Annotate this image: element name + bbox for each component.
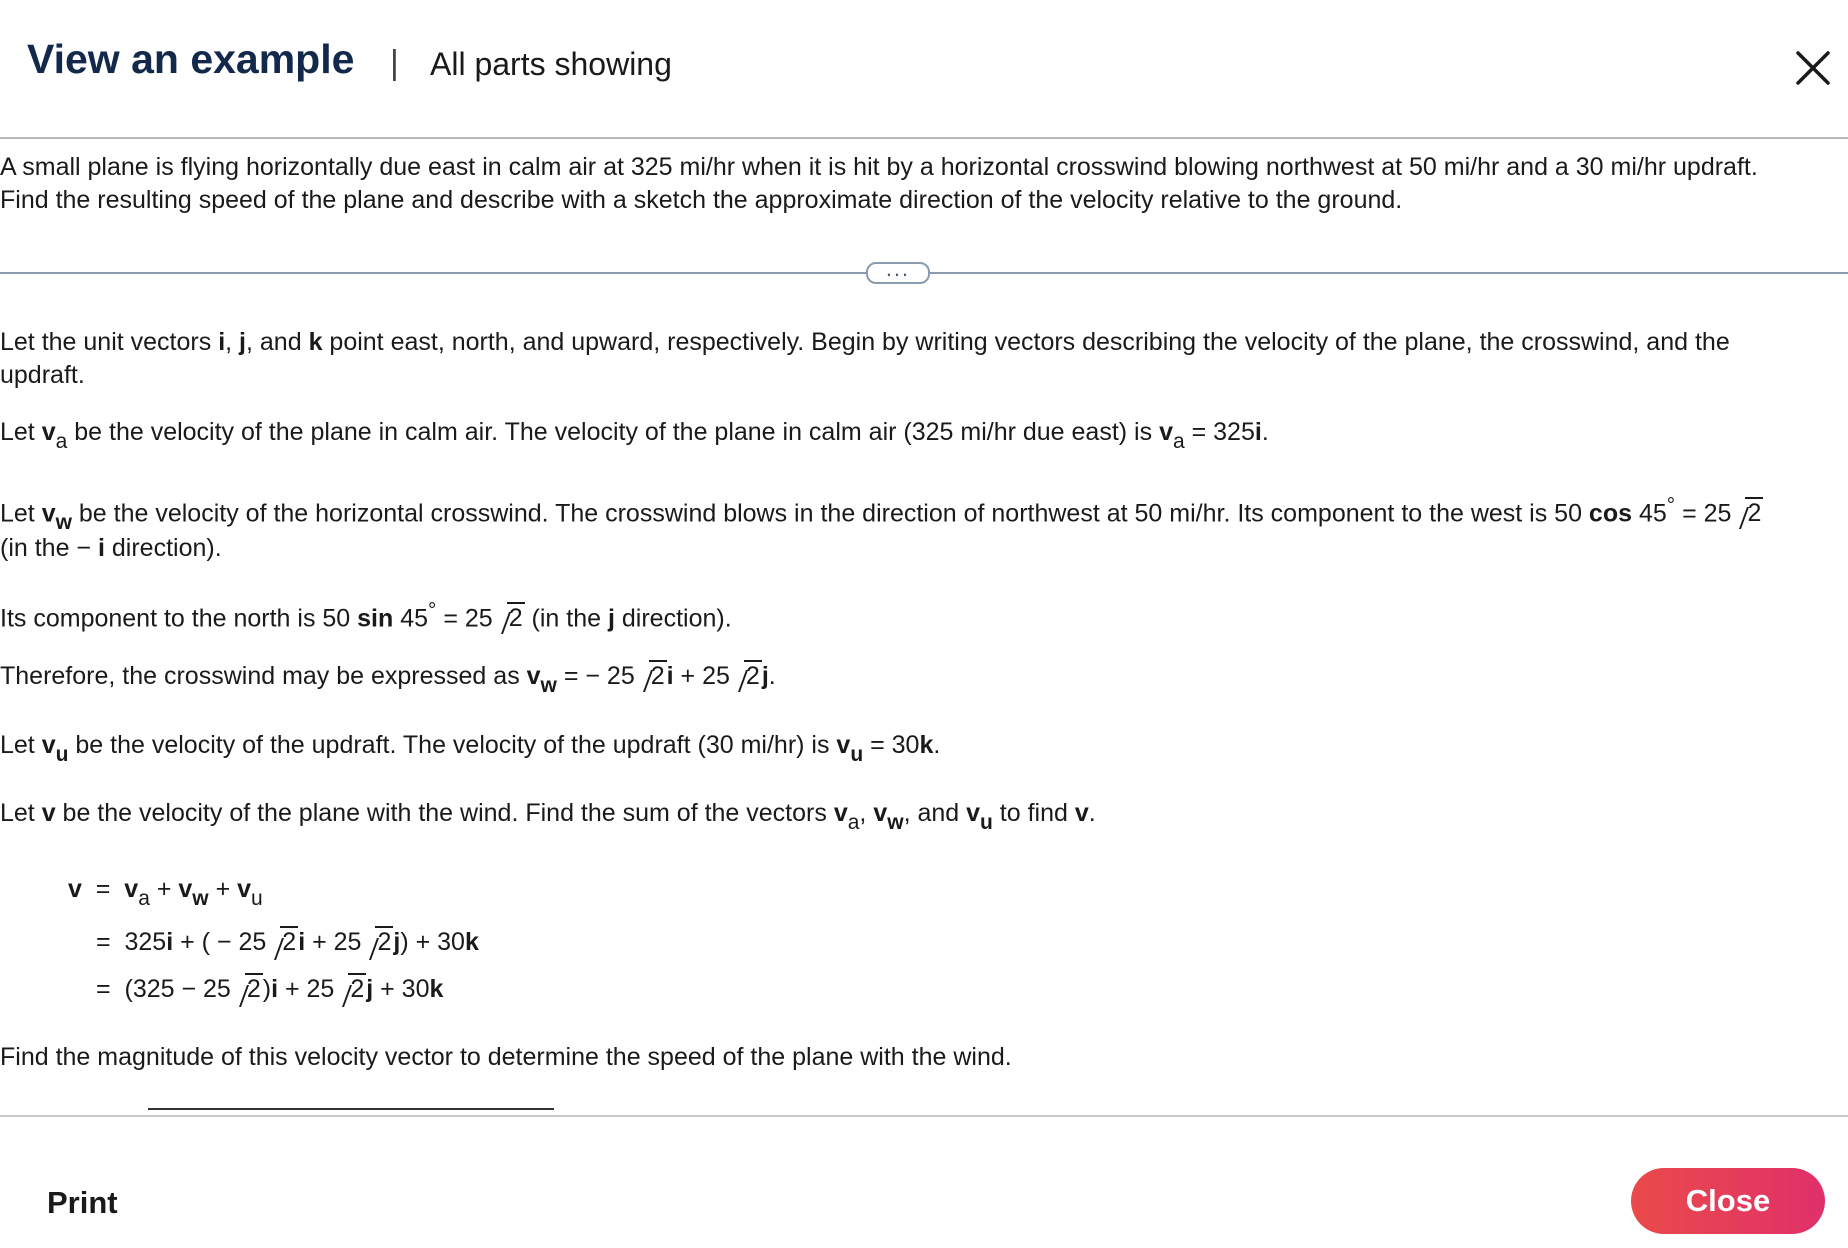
print-button[interactable]: Print (47, 1185, 118, 1220)
solution-paragraph-4: Its component to the north is 50 sin 45° = 25 2 (in the j direction). (0, 594, 732, 635)
problem-line-2: Find the resulting speed of the plane and describe with a sketch the approximate direction of the velocity relative to the ground. (0, 186, 1403, 214)
problem-line-1: A small plane is flying horizontally due east in calm air at 325 mi/hr when it is hit by a horizontal crosswind blowing northwest at 50 mi/hr and a 30 mi/hr updraft. (0, 153, 1758, 181)
equation-line-3: = (325 − 25 2)i + 25 2j + 30k (96, 975, 444, 1003)
solution-paragraph-2: Let $v_a$ be the velocity of the plane in calm air. The velocity of the plane in calm air (325 mi/hr due east) is $v_a = 325i$. (0, 418, 1269, 453)
expand-ellipsis-button[interactable]: ... (866, 262, 930, 284)
truncated-content-line (148, 1108, 554, 1110)
solution-paragraph-1-cont: updraft. (0, 361, 85, 389)
solution-paragraph-7: Let v be the velocity of the plane with the wind. Find the sum of the vectors $v_a$, $v_w$, and $v_u$ to find v. (0, 799, 1096, 834)
solution-paragraph-6: Let $v_u$ be the velocity of the updraft. The velocity of the updraft (30 mi/hr) is $v_u = 30k$. (0, 731, 941, 766)
header-divider (0, 137, 1848, 139)
dialog-subtitle: All parts showing (430, 46, 672, 82)
title-separator: | (390, 44, 399, 82)
dialog-title: View an example (27, 36, 355, 82)
footer-divider (0, 1115, 1848, 1117)
equation-line-2: = 325i + ( − 25 2i + 25 2j) + 30k (96, 928, 479, 956)
solution-paragraph-1: Let the unit vectors i, j, and k point east, north, and upward, respectively. Begin by writing vectors describing the velocity of the plane, the crosswind, and the (0, 328, 1730, 356)
solution-paragraph-3-cont: (in the − i direction). (0, 534, 222, 562)
close-icon[interactable] (1790, 45, 1836, 91)
solution-paragraph-5: Therefore, the crosswind may be expressed as $v_w$ = − 25 2i + 25 2j. (0, 662, 776, 697)
equation-line-1: $v = v_a + v_w + v_u$ (68, 875, 263, 910)
dialog-header (0, 0, 1848, 138)
solution-paragraph-3: Let $v_w$ be the velocity of the horizontal crosswind. The crosswind blows in the direction of northwest at 50 mi/hr. Its component to the west is 50 cos 45° = 25 2 (0, 494, 1762, 535)
solution-paragraph-8: Find the magnitude of this velocity vector to determine the speed of the plane with the wind. (0, 1043, 1012, 1071)
close-button[interactable]: Close (1631, 1168, 1825, 1234)
